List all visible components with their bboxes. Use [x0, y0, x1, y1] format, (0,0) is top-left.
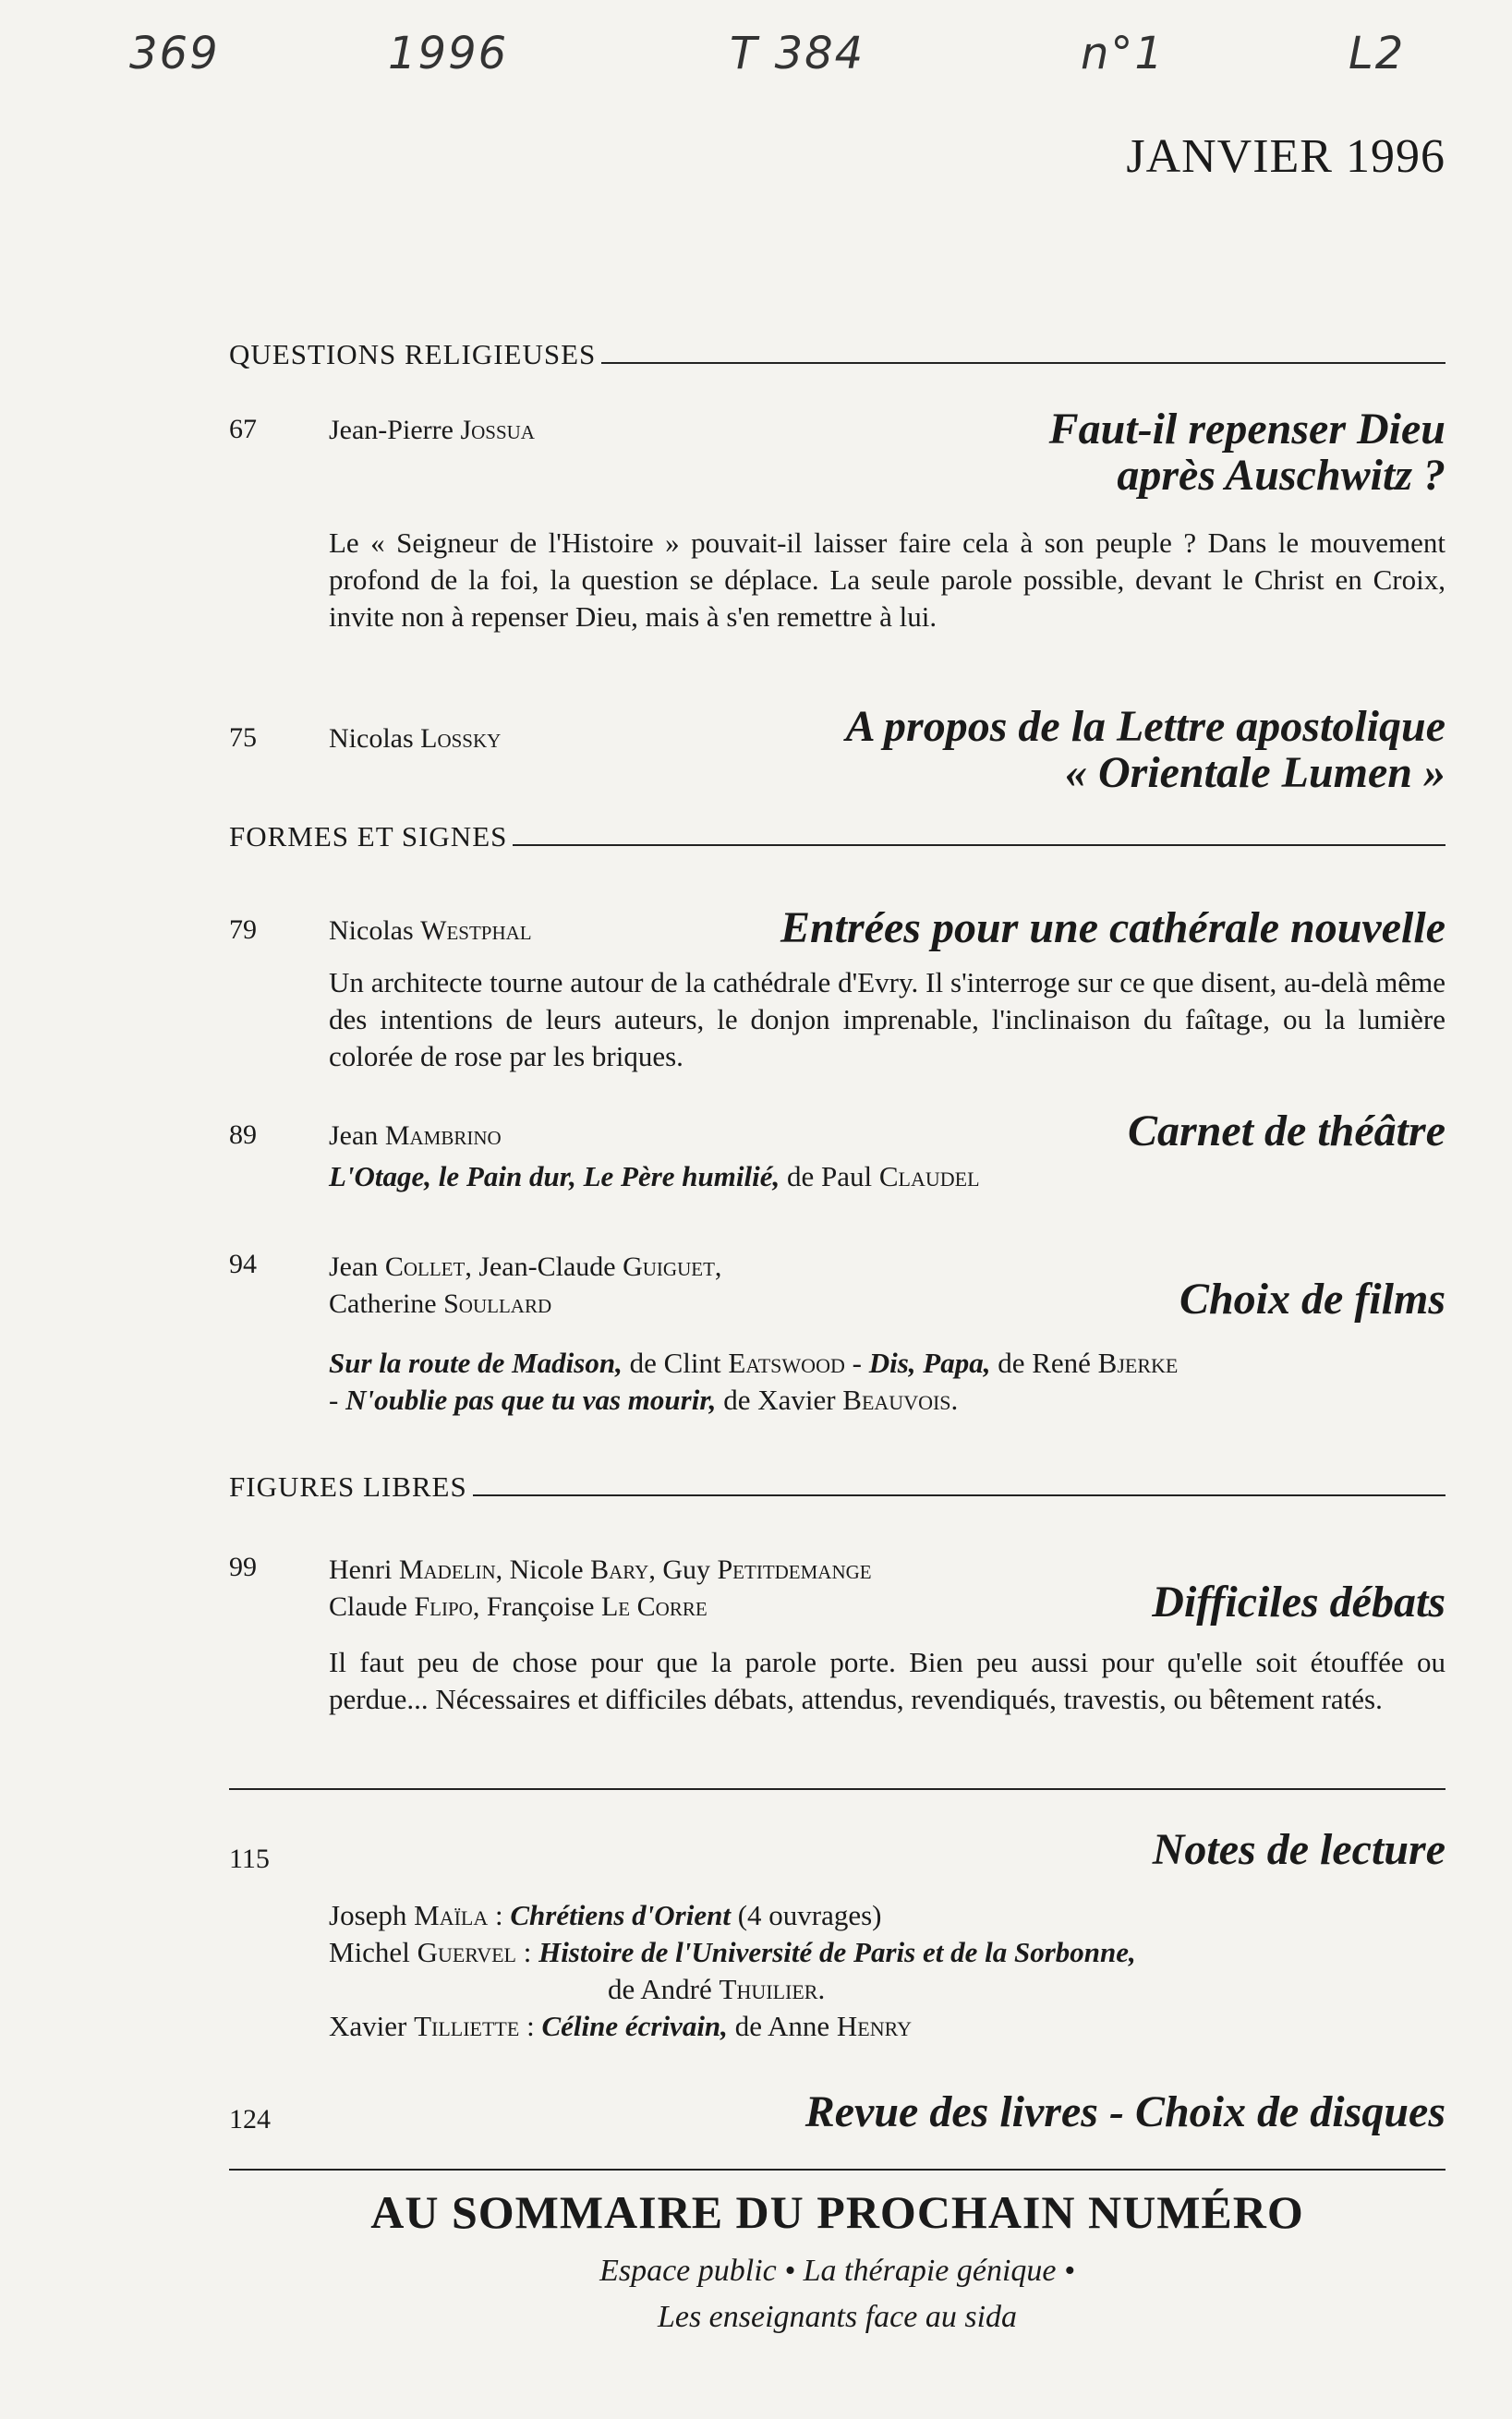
author: Jean Mambrino	[329, 1120, 502, 1151]
article-title[interactable]: Notes de lecture	[1152, 1825, 1445, 1874]
author-line-2: Claude Flipo, Françoise Le Corre	[329, 1591, 708, 1622]
section-rule	[473, 1494, 1445, 1496]
handwritten-note-5: L2	[1349, 28, 1406, 79]
section-rule	[513, 844, 1445, 846]
author-line-1: Henri Madelin, Nicole Bary, Guy Petitdemange	[329, 1554, 872, 1585]
page-number: 67	[229, 414, 257, 444]
article-title[interactable]: Carnet de théâtre	[1128, 1107, 1445, 1155]
section-figures-libres	[229, 1470, 1445, 1504]
author: Nicolas Lossky	[329, 723, 502, 754]
page-number: 79	[229, 914, 257, 945]
book-note-1: Joseph Maïla : Chrétiens d'Orient (4 ouvrages)	[329, 1899, 882, 1931]
article-summary: Le « Seigneur de l'Histoire » pouvait-il laisser faire cela à son peuple ? Dans le mouvement profond de la foi, la question se déplace. La seule parole possible, devant le Christ en Croix, invite non à repenser Dieu, mais à s'en remettre à lui.	[329, 526, 1445, 633]
next-issue-heading: AU SOMMAIRE DU PROCHAIN NUMÉRO	[370, 2186, 1304, 2238]
divider	[229, 2169, 1445, 2171]
article-summary: Il faut peu de chose pour que la parole porte. Bien peu aussi pour qu'elle soit étouffée ou perdue... Nécessaires et difficiles débats, attendus, revendiqués, travestis, ou bêtement ratés.	[329, 1646, 1445, 1715]
author: Jean-Pierre Jossua	[329, 415, 535, 445]
page-number: 75	[229, 722, 257, 753]
section-rule	[601, 362, 1445, 364]
page-number: 124	[229, 2104, 271, 2135]
issue-date: JANVIER 1996	[1126, 130, 1445, 183]
article-title[interactable]: Entrées pour une cathérale nouvelle	[780, 903, 1445, 952]
section-label: FIGURES LIBRES	[229, 1470, 467, 1503]
article-title[interactable]: Faut-il repenser Dieu après Auschwitz ?	[1048, 405, 1445, 500]
article-title[interactable]: Choix de films	[1179, 1275, 1445, 1324]
author: Nicolas Westphal	[329, 915, 532, 946]
book-note-3: Xavier Tilliette : Céline écrivain, de Anne Henry	[329, 2010, 912, 2042]
article-title[interactable]: Difficiles débats	[1152, 1578, 1445, 1627]
handwritten-note-3: T 384	[730, 28, 865, 79]
films-reviewed: Sur la route de Madison, de Clint Eatswood - Dis, Papa, de René Bjerke - N'oublie pas que tu vas mourir, de Xavier Beauvois.	[329, 1347, 1179, 1416]
handwritten-note-2: 1996	[388, 28, 509, 79]
article-title[interactable]: A propos de la Lettre apostolique « Orientale Lumen »	[845, 702, 1445, 797]
section-label: FORMES ET SIGNES	[229, 820, 508, 853]
article-summary: Un architecte tourne autour de la cathédrale d'Evry. Il s'interroge sur ce que disent, au-delà même des intentions de leurs auteurs, le donjon imprenable, l'inclinaison du faîtage, ou la lumière colorée de rose par les briques.	[329, 966, 1445, 1072]
handwritten-note-4: n°1	[1081, 28, 1165, 79]
book-note-2: Michel Guervel : Histoire de l'Université de Paris et de la Sorbonne,	[329, 1936, 1136, 1968]
author-line-2: Catherine Soullard	[329, 1288, 552, 1319]
works-reviewed: L'Otage, le Pain dur, Le Père humilié, de Paul Claudel	[329, 1160, 980, 1192]
next-issue-topics	[229, 2248, 1445, 2340]
section-questions-religieuses	[229, 338, 1445, 371]
page-number: 115	[229, 1844, 270, 1874]
page-number: 89	[229, 1119, 257, 1150]
page-number: 94	[229, 1249, 257, 1279]
author-line-1: Jean Collet, Jean-Claude Guiguet,	[329, 1252, 722, 1282]
page-number: 99	[229, 1552, 257, 1582]
divider	[229, 1788, 1445, 1790]
next-issue-line-2: Les enseignants face au sida	[657, 2300, 1018, 2334]
next-issue-line-1: Espace public • La thérapie génique •	[599, 2254, 1075, 2288]
article-title[interactable]: Revue des livres - Choix de disques	[804, 2087, 1445, 2136]
section-formes-et-signes	[229, 820, 1445, 853]
book-note-2-author: de André Thuilier.	[608, 1973, 826, 2005]
handwritten-note-1: 369	[129, 28, 220, 79]
section-label: QUESTIONS RELIGIEUSES	[229, 338, 597, 370]
